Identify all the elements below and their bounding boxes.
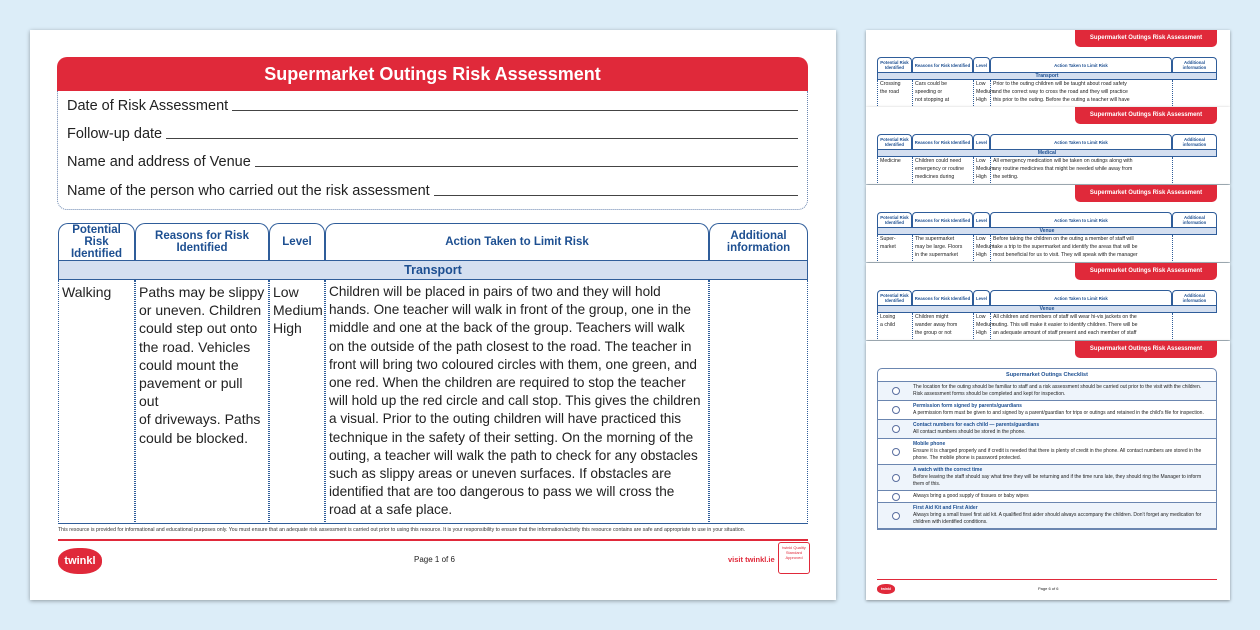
header-action: Action Taken to Limit Risk — [325, 223, 709, 260]
checklist-item-text: Before leaving the staff should say what time they will be returning and if the time runs late, they should ring the Manager to inform them of this. — [913, 474, 1202, 487]
checkbox-circle-icon[interactable] — [892, 387, 900, 395]
thumb-header: Level — [973, 57, 990, 72]
quality-badge: twinkl Quality Standard Approved — [778, 542, 810, 574]
checklist-item-text: The location for the outing should be familiar to staff and a risk assessment should be carried out prior to the visit with the children. Risk assessment forms should be completed and kept for inspection. — [913, 384, 1202, 397]
field-label: Follow-up date — [67, 126, 163, 142]
thumb-title: Supermarket Outings Risk Assessment — [1075, 185, 1217, 202]
assessment-fields — [57, 91, 808, 210]
checklist-item-heading: A watch with the correct time — [913, 467, 983, 473]
thumb-cell: Low Medium High — [973, 235, 990, 262]
table-row — [877, 313, 1217, 340]
cell-info — [709, 280, 808, 524]
thumb-cell: All children and members of staff will wear hi-vis jackets on the outing. This will make it easier to identify children. There will be an adequate amount of staff present and each member of staff — [990, 313, 1172, 340]
divider — [877, 579, 1217, 580]
thumb-cell: The supermarket may be large. Floors in the supermarket — [912, 235, 973, 262]
thumb-header: Reasons for Risk Identified — [912, 212, 973, 227]
thumb-cell: Low Medium High — [973, 313, 990, 340]
table-row — [877, 157, 1217, 184]
divider — [58, 539, 808, 541]
thumbnail-page-4[interactable] — [866, 185, 1230, 262]
thumbnail-page-6[interactable] — [866, 341, 1230, 600]
thumb-header: Reasons for Risk Identified — [912, 134, 973, 149]
checkbox-circle-icon[interactable] — [892, 474, 900, 482]
visit-link[interactable]: visit twinkl.ie — [728, 555, 775, 564]
thumb-header: Potential Risk Identified — [877, 212, 912, 227]
thumb-cell: All emergency medication will be taken on outings along with any routine medicines that might be needed while away from the setting. — [990, 157, 1172, 184]
risk-table — [58, 223, 808, 524]
field-label: Name and address of Venue — [67, 154, 251, 170]
thumb-section: Venue — [877, 305, 1217, 313]
checklist-item — [878, 401, 1216, 420]
checklist-item — [878, 503, 1216, 529]
checklist-item-heading: Permission form signed by parents/guardians — [913, 403, 1022, 409]
checkbox-circle-icon[interactable] — [892, 493, 900, 501]
thumb-cell — [1172, 157, 1217, 184]
thumb-section: Medical — [877, 149, 1217, 157]
thumb-cell: Low Medium High — [973, 80, 990, 107]
thumb-header: Potential Risk Identified — [877, 290, 912, 305]
field-followup[interactable] — [67, 126, 798, 142]
checklist-item-text: Always bring a good supply of tissues or baby wipes — [913, 493, 1029, 499]
header-info: Additional information — [709, 223, 808, 260]
thumb-header: Level — [973, 290, 990, 305]
cell-risk: Walking — [58, 280, 135, 524]
header-risk: Potential Risk Identified — [58, 223, 135, 260]
thumbnail-page-5[interactable] — [866, 263, 1230, 340]
checklist-title: Supermarket Outings Checklist — [878, 369, 1216, 382]
thumb-header: Additional information — [1172, 212, 1217, 227]
field-assessor[interactable] — [67, 183, 798, 199]
thumb-cell: Medicine — [877, 157, 912, 184]
thumb-header: Additional information — [1172, 57, 1217, 72]
field-label: Name of the person who carried out the risk assessment — [67, 183, 430, 199]
thumbnail-page-2[interactable] — [866, 30, 1230, 107]
cell-level: Low Medium High — [269, 280, 325, 524]
checklist-item — [878, 439, 1216, 465]
table-row — [58, 280, 808, 524]
thumb-cell: Low Medium High — [973, 157, 990, 184]
thumb-header: Additional information — [1172, 134, 1217, 149]
thumb-section: Transport — [877, 72, 1217, 80]
thumb-header: Action Taken to Limit Risk — [990, 212, 1172, 227]
cell-reasons: Paths may be slippy or uneven. Children could step out onto the road. Vehicles could mount the pavement or pull out of driveways. Paths could be blocked. — [135, 280, 269, 524]
thumb-header: Additional information — [1172, 290, 1217, 305]
checklist-item-heading: Contact numbers for each child — parents/guardians — [913, 422, 1040, 428]
page-number: Page 1 of 6 — [414, 555, 455, 564]
checklist-item — [878, 420, 1216, 439]
thumb-header: Level — [973, 212, 990, 227]
checkbox-circle-icon[interactable] — [892, 425, 900, 433]
thumb-header: Action Taken to Limit Risk — [990, 290, 1172, 305]
checkbox-circle-icon[interactable] — [892, 406, 900, 414]
thumb-risk-table — [877, 290, 1217, 340]
thumb-cell: Children might wander away from the group or not — [912, 313, 973, 340]
thumb-title: Supermarket Outings Risk Assessment — [1075, 30, 1217, 47]
checklist-item-text: Ensure it is charged properly and if credit is needed that there is plenty of credit in the phone. All contact numbers are stored in the phone. The mobile phone is password protected. — [913, 448, 1202, 461]
header-reasons: Reasons for Risk Identified — [135, 223, 269, 260]
checklist-item-text: All contact numbers should be stored in the phone. — [913, 429, 1026, 435]
checklist-item-text: A permission form must be given to and signed by a parent/guardian for trips or outings and retained in the child's file for inspection. — [913, 410, 1204, 416]
thumb-risk-table — [877, 212, 1217, 262]
thumb-cell: Prior to the outing children will be taught about road safety and the correct way to cross the road and they will practice this prior to the outing. Before the outing a teacher will have — [990, 80, 1172, 107]
thumb-header: Reasons for Risk Identified — [912, 290, 973, 305]
header-level: Level — [269, 223, 325, 260]
page-number: Page 6 of 6 — [1038, 586, 1059, 591]
thumb-header: Action Taken to Limit Risk — [990, 57, 1172, 72]
thumb-header: Potential Risk Identified — [877, 57, 912, 72]
cell-action: Children will be placed in pairs of two and they will hold hands. One teacher will walk in front of the group, one in the middle and one at the back of the group. Teachers will walk on the outside of the path closest to the road. The teacher in front will bring two coloured circles with them, one green, and one red. When the children are required to stop the teacher will hold up the red circle and call stop. This gives the children a visual. Prior to the outing children will have practiced this technique in the safety of their setting. On the morning of the outing, a teacher will walk the path to check for any obstacles such as slippy areas or uneven surfaces. If obstacles are identified that are too dangerous to pass we will cross the road at a safe place. — [325, 280, 709, 524]
twinkl-logo: twinkl — [877, 584, 895, 594]
thumb-cell: Crossing the road — [877, 80, 912, 107]
thumb-title: Supermarket Outings Risk Assessment — [1075, 341, 1217, 358]
table-row — [877, 80, 1217, 107]
thumb-cell: Losing a child — [877, 313, 912, 340]
thumb-cell: Before taking the children on the outing a member of staff will take a trip to the supermarket and identify the areas that will be most beneficial for us to visit. They will speak with the manager — [990, 235, 1172, 262]
table-row — [877, 235, 1217, 262]
thumb-header: Action Taken to Limit Risk — [990, 134, 1172, 149]
thumb-cell — [1172, 80, 1217, 107]
thumb-section: Venue — [877, 227, 1217, 235]
checklist-item — [878, 382, 1216, 401]
thumb-header: Level — [973, 134, 990, 149]
thumb-risk-table — [877, 134, 1217, 184]
thumb-header: Potential Risk Identified — [877, 134, 912, 149]
checklist-item-heading: Mobile phone — [913, 441, 946, 447]
thumb-title: Supermarket Outings Risk Assessment — [1075, 263, 1217, 280]
checklist — [877, 368, 1217, 530]
field-label: Date of Risk Assessment — [67, 98, 229, 114]
thumb-risk-table — [877, 57, 1217, 107]
document-page-1 — [30, 30, 836, 600]
field-date[interactable] — [67, 98, 798, 114]
checkbox-circle-icon[interactable] — [892, 448, 900, 456]
thumb-title: Supermarket Outings Risk Assessment — [1075, 107, 1217, 124]
twinkl-logo[interactable]: twinkl — [58, 548, 102, 574]
thumb-cell: Children could need emergency or routine medicines during — [912, 157, 973, 184]
page-title: Supermarket Outings Risk Assessment — [57, 57, 808, 91]
thumbnail-page-3[interactable] — [866, 107, 1230, 184]
thumb-cell: Cars could be speeding or not stopping at — [912, 80, 973, 107]
thumb-cell — [1172, 313, 1217, 340]
checklist-item — [878, 465, 1216, 491]
checklist-item-text: Always bring a small travel first aid kit. A qualified first aider should always accompany the children. Don't forget any medication for children with identified conditions. — [913, 512, 1202, 525]
thumb-header: Reasons for Risk Identified — [912, 57, 973, 72]
thumb-cell — [1172, 235, 1217, 262]
thumb-cell: Super- market — [877, 235, 912, 262]
disclaimer: This resource is provided for informational and educational purposes only. You must ensure that an adequate risk assessment is carried out prior to using this resource. It is your responsibility to ensure that the information/activity this resource contains are safe and appropriate to use in your situation. — [58, 527, 746, 533]
checklist-item-heading: First Aid Kit and First Aider — [913, 505, 978, 511]
checkbox-circle-icon[interactable] — [892, 512, 900, 520]
section-transport: Transport — [58, 260, 808, 280]
field-venue[interactable] — [67, 154, 798, 170]
checklist-item — [878, 491, 1216, 503]
